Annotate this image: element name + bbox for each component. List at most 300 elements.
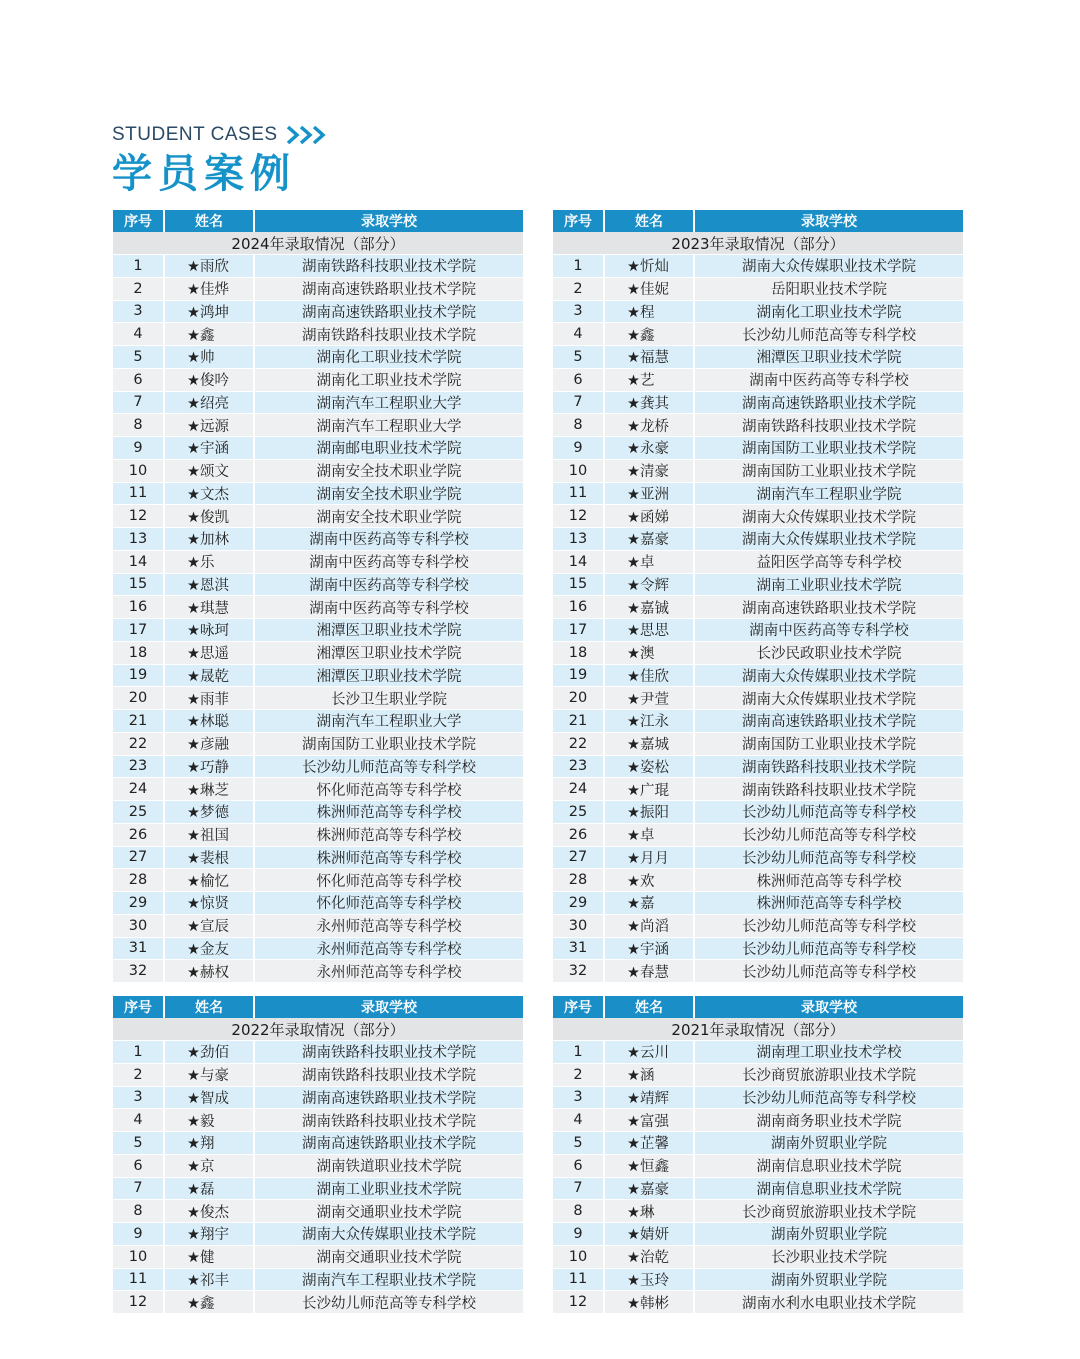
table-row	[113, 824, 523, 847]
row-number: 23	[553, 756, 605, 779]
admitted-school: 湖南水利水电职业技术学院	[695, 1291, 963, 1314]
row-number: 9	[553, 437, 605, 460]
table-row	[553, 687, 963, 710]
student-name: ★俊杰	[165, 1200, 255, 1223]
admitted-school: 长沙民政职业技术学院	[695, 642, 963, 665]
table-row	[113, 915, 523, 938]
student-name: ★富强	[605, 1109, 695, 1132]
admitted-school: 湖南汽车工程职业技术学院	[255, 1269, 523, 1292]
row-number: 8	[113, 414, 165, 437]
table-row	[113, 1109, 523, 1132]
row-number: 7	[113, 392, 165, 415]
table-header	[553, 210, 963, 232]
student-name: ★与豪	[165, 1064, 255, 1087]
student-name: ★龙桥	[605, 414, 695, 437]
student-name: ★梦德	[165, 801, 255, 824]
student-name: ★祁丰	[165, 1269, 255, 1292]
student-name: ★嘉城	[605, 733, 695, 756]
student-name: ★劲佰	[165, 1041, 255, 1064]
row-number: 19	[113, 665, 165, 688]
column-no-header: 序号	[553, 210, 605, 232]
student-name: ★琪慧	[165, 596, 255, 619]
table-row	[553, 323, 963, 346]
student-name: ★鑫	[165, 1291, 255, 1314]
table-row	[113, 301, 523, 324]
student-name: ★尹萱	[605, 687, 695, 710]
student-name: ★恒鑫	[605, 1155, 695, 1178]
row-number: 6	[113, 369, 165, 392]
student-name: ★赫权	[165, 960, 255, 983]
subtitle: STUDENT CASES	[112, 124, 278, 145]
admitted-school: 湖南铁路科技职业技术学院	[695, 414, 963, 437]
admitted-school: 湖南外贸职业学院	[695, 1269, 963, 1292]
row-number: 26	[113, 824, 165, 847]
admitted-school: 长沙幼儿师范高等专科学校	[695, 801, 963, 824]
admitted-school: 湖南铁路科技职业技术学院	[255, 323, 523, 346]
table-row	[553, 528, 963, 551]
student-name: ★俊凯	[165, 505, 255, 528]
row-number: 4	[553, 1109, 605, 1132]
table-row	[113, 346, 523, 369]
row-number: 19	[553, 665, 605, 688]
student-name: ★翔	[165, 1132, 255, 1155]
student-name: ★鑫	[605, 323, 695, 346]
student-name: ★绍亮	[165, 392, 255, 415]
table-row	[553, 1200, 963, 1223]
admitted-school: 岳阳职业技术学院	[695, 278, 963, 301]
student-name: ★福慧	[605, 346, 695, 369]
admitted-school: 湖南工业职业技术学院	[255, 1178, 523, 1201]
admitted-school: 湖南化工职业技术学院	[255, 346, 523, 369]
admitted-school: 永州师范高等专科学校	[255, 960, 523, 983]
row-number: 29	[113, 892, 165, 915]
row-number: 24	[553, 778, 605, 801]
admitted-school: 益阳医学高等专科学校	[695, 551, 963, 574]
student-name: ★林聪	[165, 710, 255, 733]
admitted-school: 湖南铁道职业技术学院	[255, 1155, 523, 1178]
row-number: 31	[113, 938, 165, 961]
row-number: 25	[113, 801, 165, 824]
row-number: 8	[113, 1200, 165, 1223]
row-number: 9	[113, 437, 165, 460]
row-number: 5	[553, 1132, 605, 1155]
row-number: 13	[113, 528, 165, 551]
admitted-school: 湖南高速铁路职业技术学院	[255, 278, 523, 301]
student-name: ★咏珂	[165, 619, 255, 642]
student-name: ★治乾	[605, 1246, 695, 1269]
table-row	[113, 1178, 523, 1201]
student-name: ★嘉豪	[605, 1178, 695, 1201]
admitted-school: 湘潭医卫职业技术学院	[695, 346, 963, 369]
admitted-school: 湖南中医药高等专科学校	[255, 596, 523, 619]
row-number: 9	[113, 1223, 165, 1246]
table-row	[113, 733, 523, 756]
student-name: ★振阳	[605, 801, 695, 824]
row-number: 18	[553, 642, 605, 665]
student-name: ★清豪	[605, 460, 695, 483]
student-name: ★彦融	[165, 733, 255, 756]
column-name-header: 姓名	[605, 996, 695, 1018]
row-number: 17	[553, 619, 605, 642]
column-school-header: 录取学校	[361, 1000, 417, 1016]
table-row	[553, 710, 963, 733]
row-number: 31	[553, 938, 605, 961]
admitted-school: 株洲师范高等专科学校	[695, 869, 963, 892]
table-row	[553, 505, 963, 528]
row-number: 15	[553, 574, 605, 597]
column-school-header: 录取学校	[801, 1000, 857, 1016]
table-caption: 2021年录取情况（部分）	[553, 1018, 963, 1041]
admitted-school: 株洲师范高等专科学校	[255, 824, 523, 847]
row-number: 30	[553, 915, 605, 938]
student-name: ★云川	[605, 1041, 695, 1064]
table-row	[113, 892, 523, 915]
row-number: 14	[113, 551, 165, 574]
row-number: 20	[553, 687, 605, 710]
student-name: ★忻灿	[605, 255, 695, 278]
table-body	[113, 255, 523, 983]
student-name: ★巧静	[165, 756, 255, 779]
student-name: ★婧妍	[605, 1223, 695, 1246]
row-number: 11	[113, 483, 165, 506]
student-name: ★艺	[605, 369, 695, 392]
admitted-school: 长沙幼儿师范高等专科学校	[695, 847, 963, 870]
row-number: 4	[113, 323, 165, 346]
row-number: 3	[113, 301, 165, 324]
admitted-school: 湖南化工职业技术学院	[695, 301, 963, 324]
admitted-school: 湖南国防工业职业技术学院	[695, 460, 963, 483]
admitted-school: 长沙职业技术学院	[695, 1246, 963, 1269]
table-row	[553, 437, 963, 460]
table-row	[553, 1041, 963, 1064]
table-row	[553, 756, 963, 779]
table-row	[553, 778, 963, 801]
student-name: ★澳	[605, 642, 695, 665]
student-name: ★裴根	[165, 847, 255, 870]
table-row	[113, 710, 523, 733]
admitted-school: 湖南铁路科技职业技术学院	[255, 255, 523, 278]
row-number: 2	[113, 1064, 165, 1087]
row-number: 5	[113, 1132, 165, 1155]
student-name: ★宇涵	[605, 938, 695, 961]
row-number: 12	[553, 505, 605, 528]
admitted-school: 湖南汽车工程职业大学	[255, 414, 523, 437]
table-row	[113, 574, 523, 597]
admitted-school: 湖南高速铁路职业技术学院	[255, 1132, 523, 1155]
table-row	[553, 1291, 963, 1314]
student-name: ★靖辉	[605, 1087, 695, 1110]
admitted-school: 湖南国防工业职业技术学院	[255, 733, 523, 756]
admitted-school: 湖南铁路科技职业技术学院	[255, 1064, 523, 1087]
admitted-school: 湖南国防工业职业技术学院	[695, 437, 963, 460]
student-name: ★翔宇	[165, 1223, 255, 1246]
table-row	[113, 460, 523, 483]
student-name: ★琳	[605, 1200, 695, 1223]
table-row	[553, 892, 963, 915]
student-name: ★令辉	[605, 574, 695, 597]
row-number: 27	[113, 847, 165, 870]
admitted-school: 湘潭医卫职业技术学院	[255, 642, 523, 665]
table-row	[113, 414, 523, 437]
admitted-school: 湖南商务职业技术学院	[695, 1109, 963, 1132]
table-row	[553, 824, 963, 847]
row-number: 10	[113, 1246, 165, 1269]
student-name: ★永豪	[605, 437, 695, 460]
table-row	[553, 414, 963, 437]
student-name: ★宇涵	[165, 437, 255, 460]
student-name: ★亚洲	[605, 483, 695, 506]
table-row	[553, 551, 963, 574]
table-row	[113, 1269, 523, 1292]
table-row	[113, 756, 523, 779]
student-name: ★思遥	[165, 642, 255, 665]
table-row	[553, 733, 963, 756]
row-number: 2	[553, 278, 605, 301]
table-row	[113, 437, 523, 460]
column-no-header: 序号	[553, 996, 605, 1018]
row-number: 2	[553, 1064, 605, 1087]
admitted-school: 怀化师范高等专科学校	[255, 778, 523, 801]
student-name: ★加林	[165, 528, 255, 551]
table-row	[553, 460, 963, 483]
table-row	[553, 847, 963, 870]
row-number: 6	[553, 369, 605, 392]
table-2024	[113, 210, 523, 983]
row-number: 11	[553, 483, 605, 506]
table-row	[553, 596, 963, 619]
student-name: ★卓	[605, 824, 695, 847]
table-row	[113, 1200, 523, 1223]
column-no-header: 序号	[113, 210, 165, 232]
table-row	[113, 619, 523, 642]
row-number: 22	[553, 733, 605, 756]
student-name: ★函娣	[605, 505, 695, 528]
table-row	[553, 915, 963, 938]
row-number: 30	[113, 915, 165, 938]
student-name: ★佳欣	[605, 665, 695, 688]
student-name: ★欢	[605, 869, 695, 892]
table-row	[113, 665, 523, 688]
table-row	[113, 778, 523, 801]
student-name: ★俊吟	[165, 369, 255, 392]
admitted-school: 长沙幼儿师范高等专科学校	[255, 1291, 523, 1314]
table-body	[113, 1041, 523, 1314]
admitted-school: 湖南铁路科技职业技术学院	[695, 756, 963, 779]
column-school-header: 录取学校	[361, 214, 417, 230]
student-name: ★嘉豪	[605, 528, 695, 551]
admitted-school: 湖南化工职业技术学院	[255, 369, 523, 392]
admitted-school: 湖南大众传媒职业技术学院	[255, 1223, 523, 1246]
row-number: 3	[113, 1087, 165, 1110]
admitted-school: 株洲师范高等专科学校	[695, 892, 963, 915]
admitted-school: 湖南理工职业技术学校	[695, 1041, 963, 1064]
admitted-school: 湘潭医卫职业技术学院	[255, 665, 523, 688]
admitted-school: 湖南高速铁路职业技术学院	[695, 710, 963, 733]
student-name: ★磊	[165, 1178, 255, 1201]
table-row	[553, 665, 963, 688]
table-caption: 2023年录取情况（部分）	[553, 232, 963, 255]
admitted-school: 湖南汽车工程职业学院	[695, 483, 963, 506]
student-name: ★芷馨	[605, 1132, 695, 1155]
table-row	[553, 869, 963, 892]
admitted-school: 湖南大众传媒职业技术学院	[695, 687, 963, 710]
row-number: 8	[553, 414, 605, 437]
student-name: ★文杰	[165, 483, 255, 506]
admitted-school: 湖南安全技术职业学院	[255, 505, 523, 528]
row-number: 7	[113, 1178, 165, 1201]
column-name-header: 姓名	[165, 996, 255, 1018]
admitted-school: 株洲师范高等专科学校	[255, 801, 523, 824]
admitted-school: 湖南高速铁路职业技术学院	[695, 596, 963, 619]
table-row	[113, 323, 523, 346]
admitted-school: 长沙商贸旅游职业技术学院	[695, 1064, 963, 1087]
row-number: 12	[113, 505, 165, 528]
row-number: 3	[553, 1087, 605, 1110]
student-name: ★雨菲	[165, 687, 255, 710]
table-row	[113, 642, 523, 665]
admitted-school: 湖南安全技术职业学院	[255, 460, 523, 483]
row-number: 13	[553, 528, 605, 551]
student-name: ★姿松	[605, 756, 695, 779]
student-name: ★雨欣	[165, 255, 255, 278]
student-name: ★金友	[165, 938, 255, 961]
table-row	[553, 642, 963, 665]
student-name: ★京	[165, 1155, 255, 1178]
row-number: 8	[553, 1200, 605, 1223]
admitted-school: 长沙商贸旅游职业技术学院	[695, 1200, 963, 1223]
admitted-school: 湖南中医药高等专科学校	[255, 528, 523, 551]
admitted-school: 永州师范高等专科学校	[255, 938, 523, 961]
admitted-school: 怀化师范高等专科学校	[255, 892, 523, 915]
table-row	[553, 619, 963, 642]
student-name: ★春慧	[605, 960, 695, 983]
admitted-school: 长沙卫生职业学院	[255, 687, 523, 710]
table-row	[553, 1178, 963, 1201]
admitted-school: 长沙幼儿师范高等专科学校	[695, 960, 963, 983]
row-number: 7	[553, 392, 605, 415]
admitted-school: 湖南邮电职业技术学院	[255, 437, 523, 460]
table-2022	[113, 996, 523, 1314]
admitted-school: 湖南大众传媒职业技术学院	[695, 665, 963, 688]
table-row	[553, 255, 963, 278]
table-row	[553, 1064, 963, 1087]
student-name: ★鑫	[165, 323, 255, 346]
row-number: 10	[553, 1246, 605, 1269]
student-name: ★毅	[165, 1109, 255, 1132]
admitted-school: 湖南汽车工程职业大学	[255, 392, 523, 415]
student-name: ★智成	[165, 1087, 255, 1110]
row-number: 17	[113, 619, 165, 642]
row-number: 6	[553, 1155, 605, 1178]
table-body	[553, 1041, 963, 1314]
row-number: 4	[113, 1109, 165, 1132]
row-number: 1	[113, 1041, 165, 1064]
page-header	[112, 118, 332, 196]
row-number: 4	[553, 323, 605, 346]
row-number: 22	[113, 733, 165, 756]
table-row	[553, 1223, 963, 1246]
student-name: ★广琨	[605, 778, 695, 801]
student-name: ★帅	[165, 346, 255, 369]
table-row	[553, 1246, 963, 1269]
table-row	[113, 1223, 523, 1246]
student-name: ★健	[165, 1246, 255, 1269]
row-number: 23	[113, 756, 165, 779]
admitted-school: 湖南信息职业技术学院	[695, 1155, 963, 1178]
row-number: 10	[113, 460, 165, 483]
chevrons-icon	[286, 124, 332, 146]
admitted-school: 湖南交通职业技术学院	[255, 1200, 523, 1223]
table-row	[113, 1087, 523, 1110]
admitted-school: 永州师范高等专科学校	[255, 915, 523, 938]
table-row	[113, 483, 523, 506]
student-name: ★嘉铖	[605, 596, 695, 619]
student-name: ★榆忆	[165, 869, 255, 892]
table-2023	[553, 210, 963, 983]
table-row	[113, 505, 523, 528]
admitted-school: 湖南高速铁路职业技术学院	[695, 392, 963, 415]
student-name: ★玉玲	[605, 1269, 695, 1292]
admitted-school: 湖南交通职业技术学院	[255, 1246, 523, 1269]
row-number: 27	[553, 847, 605, 870]
row-number: 1	[553, 255, 605, 278]
admitted-school: 长沙幼儿师范高等专科学校	[695, 323, 963, 346]
student-name: ★卓	[605, 551, 695, 574]
admitted-school: 湖南大众传媒职业技术学院	[695, 505, 963, 528]
admitted-school: 湖南大众传媒职业技术学院	[695, 255, 963, 278]
student-name: ★佳烨	[165, 278, 255, 301]
table-row	[553, 1087, 963, 1110]
table-header	[113, 210, 523, 232]
table-row	[113, 1064, 523, 1087]
row-number: 10	[553, 460, 605, 483]
table-row	[113, 847, 523, 870]
table-row	[553, 392, 963, 415]
student-name: ★琳芝	[165, 778, 255, 801]
table-row	[113, 1246, 523, 1269]
page-title: 学员案例	[112, 151, 296, 197]
student-name: ★月月	[605, 847, 695, 870]
row-number: 5	[113, 346, 165, 369]
row-number: 6	[113, 1155, 165, 1178]
table-row	[553, 960, 963, 983]
admitted-school: 湖南铁路科技职业技术学院	[695, 778, 963, 801]
table-row	[553, 1132, 963, 1155]
table-2021	[553, 996, 963, 1314]
table-row	[553, 938, 963, 961]
student-name: ★韩彬	[605, 1291, 695, 1314]
subtitle-row	[112, 118, 332, 152]
student-name: ★尚滔	[605, 915, 695, 938]
student-name: ★涵	[605, 1064, 695, 1087]
student-name: ★龚其	[605, 392, 695, 415]
table-row	[553, 346, 963, 369]
row-number: 25	[553, 801, 605, 824]
table-row	[113, 392, 523, 415]
table-caption: 2024年录取情况（部分）	[113, 232, 523, 255]
student-name: ★程	[605, 301, 695, 324]
row-number: 29	[553, 892, 605, 915]
table-row	[113, 801, 523, 824]
row-number: 26	[553, 824, 605, 847]
column-name-header: 姓名	[165, 210, 255, 232]
table-body	[553, 255, 963, 983]
row-number: 16	[113, 596, 165, 619]
row-number: 7	[553, 1178, 605, 1201]
table-row	[113, 551, 523, 574]
table-row	[553, 1269, 963, 1292]
admitted-school: 湘潭医卫职业技术学院	[255, 619, 523, 642]
